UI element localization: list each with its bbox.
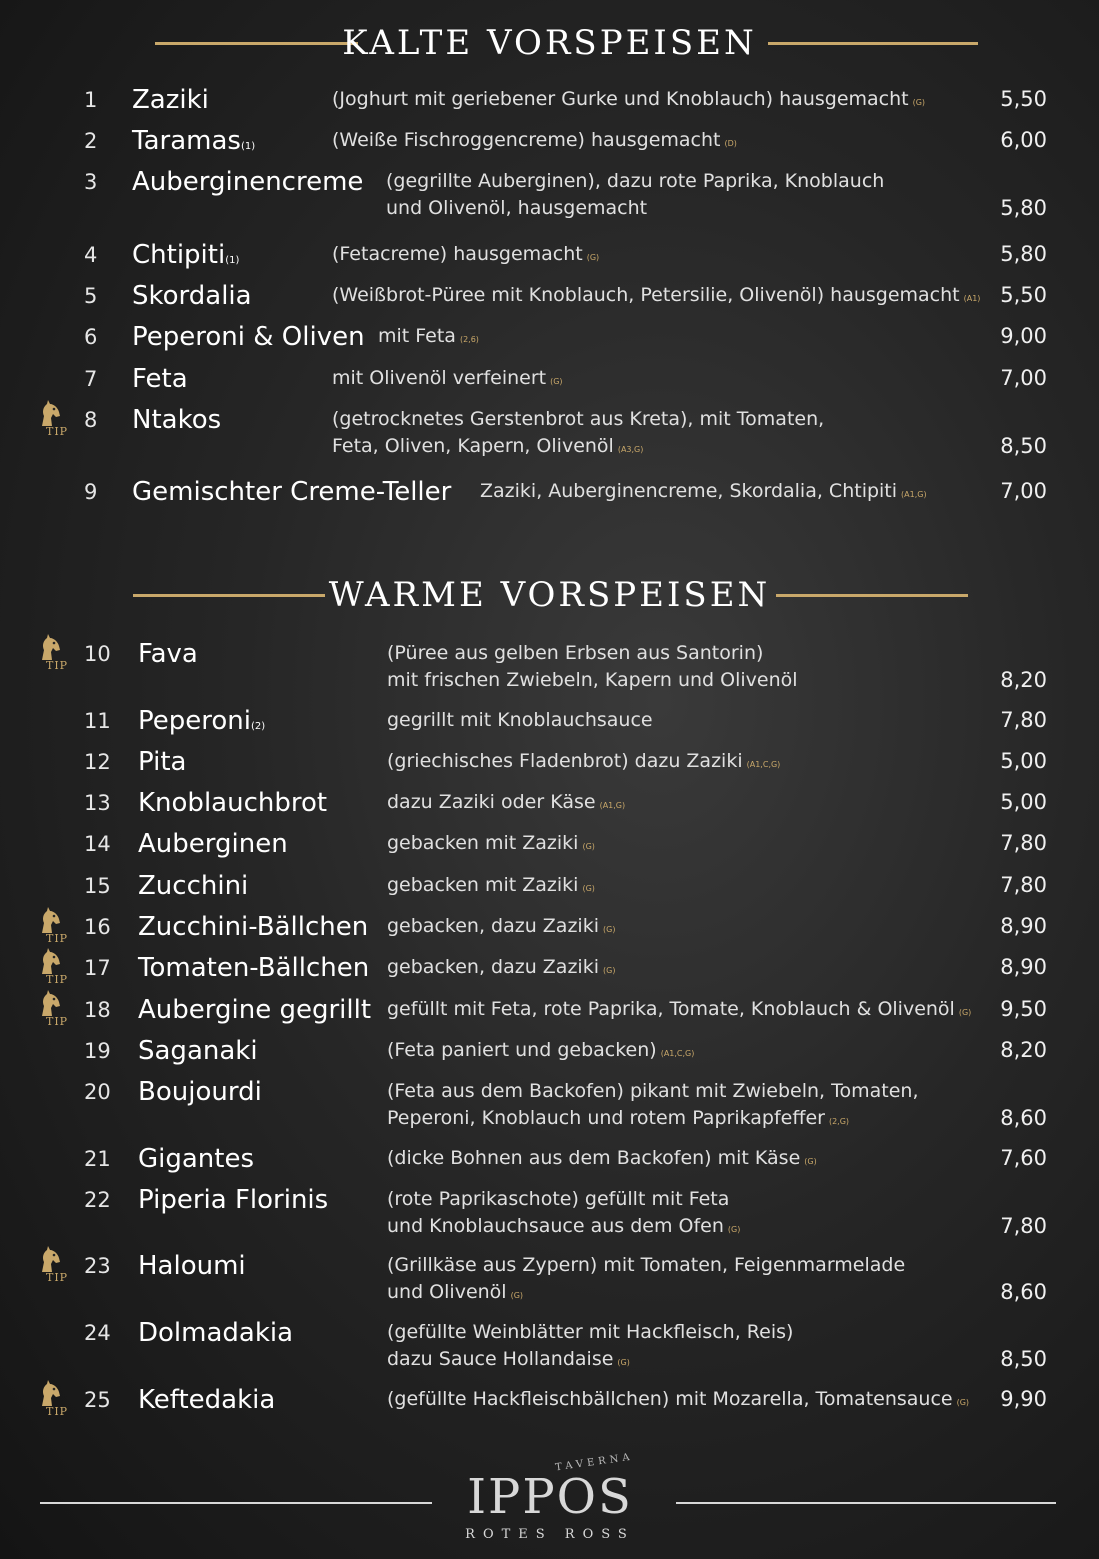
horse-head-icon [34, 1378, 64, 1408]
menu-item [0, 162, 1099, 232]
item-name-text: Feta [132, 364, 188, 394]
description-line-1: gebacken mit Zaziki [387, 874, 579, 896]
item-name [132, 235, 239, 281]
item-price: 7,80 [1000, 1214, 1047, 1238]
item-description [332, 365, 563, 395]
item-description [387, 748, 780, 778]
item-number: 2 [84, 129, 98, 153]
item-number: 25 [84, 1388, 111, 1412]
tip-label: TIP [46, 659, 69, 672]
description-line-1: (gefüllte Hackfleischbällchen) mit Mozarella, Tomatensauce [387, 1388, 953, 1410]
menu-item [0, 783, 1099, 823]
description-line-1: (Feta paniert und gebacken) [387, 1039, 657, 1061]
description-line-1: mit Olivenöl verfeinert [332, 367, 547, 389]
allergen-codes: (G) [510, 1291, 524, 1300]
item-name [132, 400, 221, 440]
item-name-text: Auberginencreme [132, 167, 364, 197]
allergen-codes: (A1,C,G) [660, 1049, 695, 1058]
item-price: 9,00 [1000, 324, 1047, 348]
description-line-1: (gegrillte Auberginen), dazu rote Paprika, Knoblauch [386, 170, 885, 192]
description-line-2-text: Feta, Oliven, Kapern, Olivenöl [332, 435, 614, 457]
description-line-1: (Feta aus dem Backofen) pikant mit Zwiebeln, Tomaten, [387, 1080, 919, 1102]
item-number: 15 [84, 874, 111, 898]
item-name [138, 1380, 275, 1420]
item-name [132, 472, 451, 512]
item-price: 7,80 [1000, 708, 1047, 732]
description-line-1: (Weiße Fischroggencreme) hausgemacht [332, 129, 721, 151]
item-name-text: Fava [138, 639, 198, 669]
item-description [387, 789, 625, 819]
item-price: 7,80 [1000, 873, 1047, 897]
item-number: 14 [84, 832, 111, 856]
item-name-text: Keftedakia [138, 1385, 276, 1415]
description-line-2 [387, 1213, 740, 1243]
item-description [480, 478, 927, 508]
description-line-1: Zaziki, Auberginencreme, Skordalia, Chtipiti [480, 480, 898, 502]
item-name [138, 1072, 262, 1112]
item-name [138, 1180, 328, 1220]
description-line-1: (gefüllte Weinblätter mit Hackfleisch, Reis) [387, 1321, 794, 1343]
allergen-codes: (G) [727, 1225, 741, 1234]
item-name [138, 990, 371, 1030]
horse-head-icon [34, 398, 64, 428]
item-number: 21 [84, 1147, 111, 1171]
item-price: 8,20 [1000, 1038, 1047, 1062]
item-description [386, 168, 884, 222]
description-line-1: gefüllt mit Feta, rote Paprika, Tomate, Knoblauch & Olivenöl [387, 998, 955, 1020]
description-line-2 [387, 1346, 793, 1376]
item-name [138, 1246, 246, 1286]
item-description [332, 241, 599, 271]
allergen-codes: (G) [958, 1008, 972, 1017]
description-line-1: gegrillt mit Knoblauchsauce [387, 709, 653, 731]
menu-item [0, 235, 1099, 275]
tip-badge [34, 400, 76, 440]
allergen-codes: (A3,G) [617, 445, 644, 454]
logo-main-text: IPPOS [467, 1469, 633, 1525]
item-description [387, 640, 798, 694]
description-line-1: (rote Paprikaschote) gefüllt mit Feta [387, 1188, 730, 1210]
menu-item [0, 276, 1099, 316]
item-number: 6 [84, 325, 98, 349]
item-description [387, 1252, 905, 1309]
item-name [132, 317, 365, 357]
item-description [378, 323, 479, 353]
description-line-1: gebacken, dazu Zaziki [387, 956, 599, 978]
description-line-1: (Fetacreme) hausgemacht [332, 243, 583, 265]
item-price: 5,00 [1000, 749, 1047, 773]
item-description [387, 1037, 694, 1067]
logo-top-text: TAVERNA [554, 1451, 635, 1474]
item-description [387, 1078, 919, 1135]
menu-item [0, 634, 1099, 704]
allergen-codes: (A1,C,G) [746, 760, 781, 769]
item-name-text: Haloumi [138, 1251, 246, 1281]
footer-logo [0, 1451, 1099, 1545]
menu-item [0, 1031, 1099, 1071]
item-name [138, 866, 248, 906]
item-price: 8,60 [1000, 1280, 1047, 1304]
tip-badge [34, 990, 76, 1030]
allergen-codes: (A1) [963, 294, 981, 303]
item-name-text: Ntakos [132, 405, 222, 435]
description-line-2 [386, 195, 884, 222]
item-name-text: Zucchini-Bällchen [138, 912, 369, 942]
allergen-codes: (D) [724, 139, 737, 148]
item-description [387, 872, 595, 902]
menu-item [0, 824, 1099, 864]
horse-head-icon [34, 946, 64, 976]
horse-head-icon [34, 905, 64, 935]
menu-item [0, 400, 1099, 470]
item-description [332, 127, 737, 157]
item-price: 8,50 [1000, 1347, 1047, 1371]
item-name-footnote: (1) [240, 141, 256, 152]
item-name [138, 907, 368, 947]
item-number: 22 [84, 1188, 111, 1212]
description-line-2 [387, 1279, 905, 1309]
item-name [132, 162, 363, 202]
description-line-1: (Joghurt mit geriebener Gurke und Knoblauch) hausgemacht [332, 88, 909, 110]
item-description [332, 282, 980, 312]
description-line-2-text: Peperoni, Knoblauch und rotem Paprikapfeffer [387, 1107, 825, 1129]
item-name [132, 359, 188, 399]
item-price: 9,50 [1000, 997, 1047, 1021]
description-line-1: gebacken mit Zaziki [387, 832, 579, 854]
item-name-footnote: (1) [225, 255, 240, 266]
menu-item [0, 907, 1099, 947]
item-price: 8,50 [1000, 434, 1047, 458]
item-price: 5,80 [1000, 242, 1047, 266]
description-line-2-text: mit frischen Zwiebeln, Kapern und Olivenöl [387, 669, 798, 691]
item-number: 18 [84, 998, 111, 1022]
item-number: 10 [84, 642, 111, 666]
section-title: WARME VORSPEISEN [328, 575, 771, 615]
tip-badge [34, 634, 76, 674]
item-name-text: Zucchini [138, 871, 249, 901]
item-name-text: Gemischter Creme-Teller [132, 477, 452, 507]
item-number: 12 [84, 750, 111, 774]
item-name [138, 742, 186, 782]
menu-item [0, 990, 1099, 1030]
description-line-2 [332, 433, 824, 463]
item-name-text: Taramas [132, 126, 241, 156]
item-name [138, 701, 265, 747]
item-name [132, 121, 255, 167]
tip-badge [34, 948, 76, 988]
horse-head-icon [34, 632, 64, 662]
item-number: 5 [84, 284, 98, 308]
menu-item [0, 701, 1099, 741]
section-header-warme [0, 565, 1099, 625]
item-name-footnote: (2) [250, 721, 266, 732]
description-line-2-text: und Olivenöl [387, 1281, 507, 1303]
menu-item [0, 866, 1099, 906]
item-name-text: Dolmadakia [138, 1318, 294, 1348]
item-price: 5,80 [1000, 196, 1047, 220]
header-rule-right [776, 594, 968, 597]
horse-head-icon [34, 988, 64, 1018]
allergen-codes: (G) [603, 966, 616, 975]
menu-item [0, 359, 1099, 399]
tip-label: TIP [46, 1271, 69, 1284]
menu-item [0, 317, 1099, 357]
allergen-codes: (G) [582, 884, 595, 893]
item-description [332, 86, 925, 116]
tip-label: TIP [46, 973, 69, 986]
item-name [138, 948, 369, 988]
item-number: 11 [84, 709, 111, 733]
footer-rule-left [40, 1502, 432, 1504]
menu-item [0, 1313, 1099, 1383]
item-description [387, 1386, 969, 1416]
menu-item [0, 1180, 1099, 1250]
menu-item [0, 742, 1099, 782]
item-name-text: Tomaten-Bällchen [138, 953, 370, 983]
description-line-1: mit Feta [378, 325, 456, 347]
item-number: 1 [84, 88, 98, 112]
logo-sub-text: ROTES ROSS [465, 1527, 635, 1542]
item-description [387, 996, 971, 1026]
description-line-1: (Püree aus gelben Erbsen aus Santorin) [387, 642, 764, 664]
item-number: 3 [84, 170, 98, 194]
tip-badge [34, 1246, 76, 1286]
item-name-text: Peperoni [138, 706, 251, 736]
item-name-text: Auberginen [138, 829, 288, 859]
footer-rule-right [676, 1502, 1056, 1504]
allergen-codes: (G) [586, 253, 600, 262]
allergen-codes: (A1,G) [901, 490, 927, 499]
item-name-text: Saganaki [138, 1036, 258, 1066]
section-header-kalte [0, 13, 1099, 73]
item-name-text: Chtipiti [132, 240, 226, 270]
item-name [138, 1313, 293, 1353]
item-name-text: Zaziki [132, 85, 209, 115]
item-number: 13 [84, 791, 111, 815]
allergen-codes: (G) [582, 842, 595, 851]
menu-item [0, 121, 1099, 161]
item-name [138, 1139, 254, 1179]
tip-label: TIP [46, 1405, 69, 1418]
item-number: 7 [84, 367, 98, 391]
description-line-2-text: dazu Sauce Hollandaise [387, 1348, 614, 1370]
item-price: 8,20 [1000, 668, 1047, 692]
description-line-1: (Weißbrot-Püree mit Knoblauch, Petersilie, Olivenöl) hausgemacht [332, 284, 960, 306]
item-number: 24 [84, 1321, 111, 1345]
item-price: 8,90 [1000, 914, 1047, 938]
menu-item [0, 948, 1099, 988]
item-number: 8 [84, 408, 98, 432]
item-description [387, 1186, 740, 1243]
allergen-codes: (G) [603, 925, 616, 934]
item-number: 19 [84, 1039, 111, 1063]
item-number: 23 [84, 1254, 111, 1278]
allergen-codes: (G) [956, 1398, 970, 1407]
item-name-text: Skordalia [132, 281, 252, 311]
item-name [132, 276, 252, 316]
item-description [332, 406, 824, 463]
item-name [138, 634, 198, 674]
item-description [387, 954, 615, 984]
description-line-1: (getrocknetes Gerstenbrot aus Kreta), mit Tomaten, [332, 408, 825, 430]
item-price: 8,60 [1000, 1106, 1047, 1130]
description-line-2-text: und Knoblauchsauce aus dem Ofen [387, 1215, 724, 1237]
item-number: 4 [84, 243, 98, 267]
tip-label: TIP [46, 425, 69, 438]
item-name-text: Piperia Florinis [138, 1185, 329, 1215]
item-price: 8,90 [1000, 955, 1047, 979]
item-price: 7,80 [1000, 831, 1047, 855]
item-name-text: Gigantes [138, 1144, 255, 1174]
allergen-codes: (G) [550, 377, 563, 386]
item-name-text: Boujourdi [138, 1077, 262, 1107]
item-number: 17 [84, 956, 111, 980]
item-name-text: Pita [138, 747, 187, 777]
description-line-2-text: und Olivenöl, hausgemacht [386, 197, 648, 219]
item-description [387, 707, 653, 734]
allergen-codes: (G) [804, 1157, 817, 1166]
item-price: 5,00 [1000, 790, 1047, 814]
menu-item [0, 1246, 1099, 1316]
description-line-1: (dicke Bohnen aus dem Backofen) mit Käse [387, 1147, 801, 1169]
item-price: 6,00 [1000, 128, 1047, 152]
item-name [138, 824, 288, 864]
item-description [387, 913, 615, 943]
description-line-1: (griechisches Fladenbrot) dazu Zaziki [387, 750, 743, 772]
item-name-text: Peperoni & Oliven [132, 322, 365, 352]
item-name [138, 1031, 258, 1071]
item-description [387, 830, 595, 860]
item-price: 5,50 [1000, 87, 1047, 111]
description-line-2 [387, 1105, 919, 1135]
item-price: 7,00 [1000, 479, 1047, 503]
item-number: 16 [84, 915, 111, 939]
description-line-1: (Grillkäse aus Zypern) mit Tomaten, Feigenmarmelade [387, 1254, 906, 1276]
item-description [387, 1319, 793, 1376]
horse-head-icon [34, 1244, 64, 1274]
allergen-codes: (A1,G) [599, 801, 626, 810]
item-price: 7,00 [1000, 366, 1047, 390]
description-line-1: gebacken, dazu Zaziki [387, 915, 599, 937]
allergen-codes: (G) [912, 98, 926, 107]
menu-item [0, 472, 1099, 512]
allergen-codes: (2,G) [828, 1117, 850, 1126]
menu-item [0, 1139, 1099, 1179]
item-number: 9 [84, 480, 98, 504]
tip-badge [34, 1380, 76, 1420]
item-description [387, 1145, 817, 1175]
tip-label: TIP [46, 1015, 69, 1028]
item-price: 9,90 [1000, 1387, 1047, 1411]
header-rule-right [768, 42, 978, 45]
description-line-2 [387, 667, 798, 694]
item-name [132, 80, 209, 120]
allergen-codes: (G) [617, 1358, 630, 1367]
allergen-codes: (2,6) [459, 335, 479, 344]
item-price: 5,50 [1000, 283, 1047, 307]
menu-item [0, 80, 1099, 120]
item-number: 20 [84, 1080, 111, 1104]
tip-badge [34, 907, 76, 947]
tip-label: TIP [46, 932, 69, 945]
menu-item [0, 1072, 1099, 1142]
item-name-text: Aubergine gegrillt [138, 995, 372, 1025]
description-line-1: dazu Zaziki oder Käse [387, 791, 596, 813]
item-name [138, 783, 327, 823]
menu-item [0, 1380, 1099, 1420]
section-title: KALTE VORSPEISEN [342, 23, 757, 63]
item-name-text: Knoblauchbrot [138, 788, 328, 818]
item-price: 7,60 [1000, 1146, 1047, 1170]
